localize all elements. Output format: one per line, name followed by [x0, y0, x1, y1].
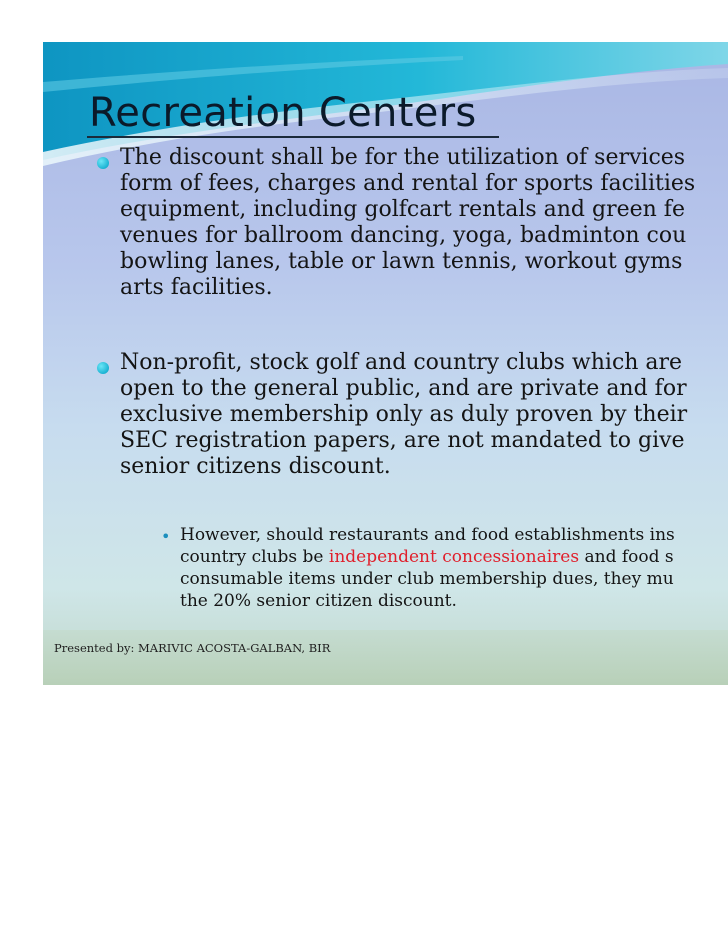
bullet-1-line: arts facilities.: [120, 275, 273, 300]
bullet-2-line: SEC registration papers, are not mandated to give: [120, 428, 685, 453]
bullet-1-line: bowling lanes, table or lawn tennis, workout gyms: [120, 249, 683, 274]
bullet-2-line: Non-profit, stock golf and country clubs which are: [120, 350, 683, 375]
bullet-2-line: exclusive membership only as duly proven by their: [120, 402, 688, 427]
bullet-2-icon: [97, 362, 109, 374]
slide-title: Recreation Centers: [89, 90, 477, 136]
bullet-1-line: venues for ballroom dancing, yoga, badminton cou: [120, 223, 687, 248]
sub-bullet-text: country clubs be: [180, 547, 329, 567]
bullet-1-line: form of fees, charges and rental for sports facilities: [120, 171, 696, 196]
bullet-1-line: The discount shall be for the utilization of services: [120, 145, 686, 170]
highlighted-phrase: independent concessionaires: [328, 547, 580, 567]
sub-bullet-text: and food s: [579, 547, 674, 567]
bullet-2-line: open to the general public, and are private and for: [120, 376, 687, 401]
sub-bullet-line: [180, 547, 674, 567]
sub-bullet-line: However, should restaurants and food establishments ins: [180, 525, 675, 545]
footer-band: [43, 630, 728, 685]
slide: [43, 42, 728, 685]
bullet-2-line: senior citizens discount.: [120, 454, 391, 479]
title-underline: [87, 136, 499, 138]
sub-bullet-line: consumable items under club membership dues, they mu: [180, 569, 674, 589]
sub-bullet-marker: •: [161, 527, 171, 546]
sub-bullet-line: the 20% senior citizen discount.: [180, 591, 457, 611]
bullet-1-icon: [97, 157, 109, 169]
bullet-1-line: equipment, including golfcart rentals and green fe: [120, 197, 685, 222]
footer-presenter: Presented by: MARIVIC ACOSTA-GALBAN, BIR: [54, 641, 331, 655]
